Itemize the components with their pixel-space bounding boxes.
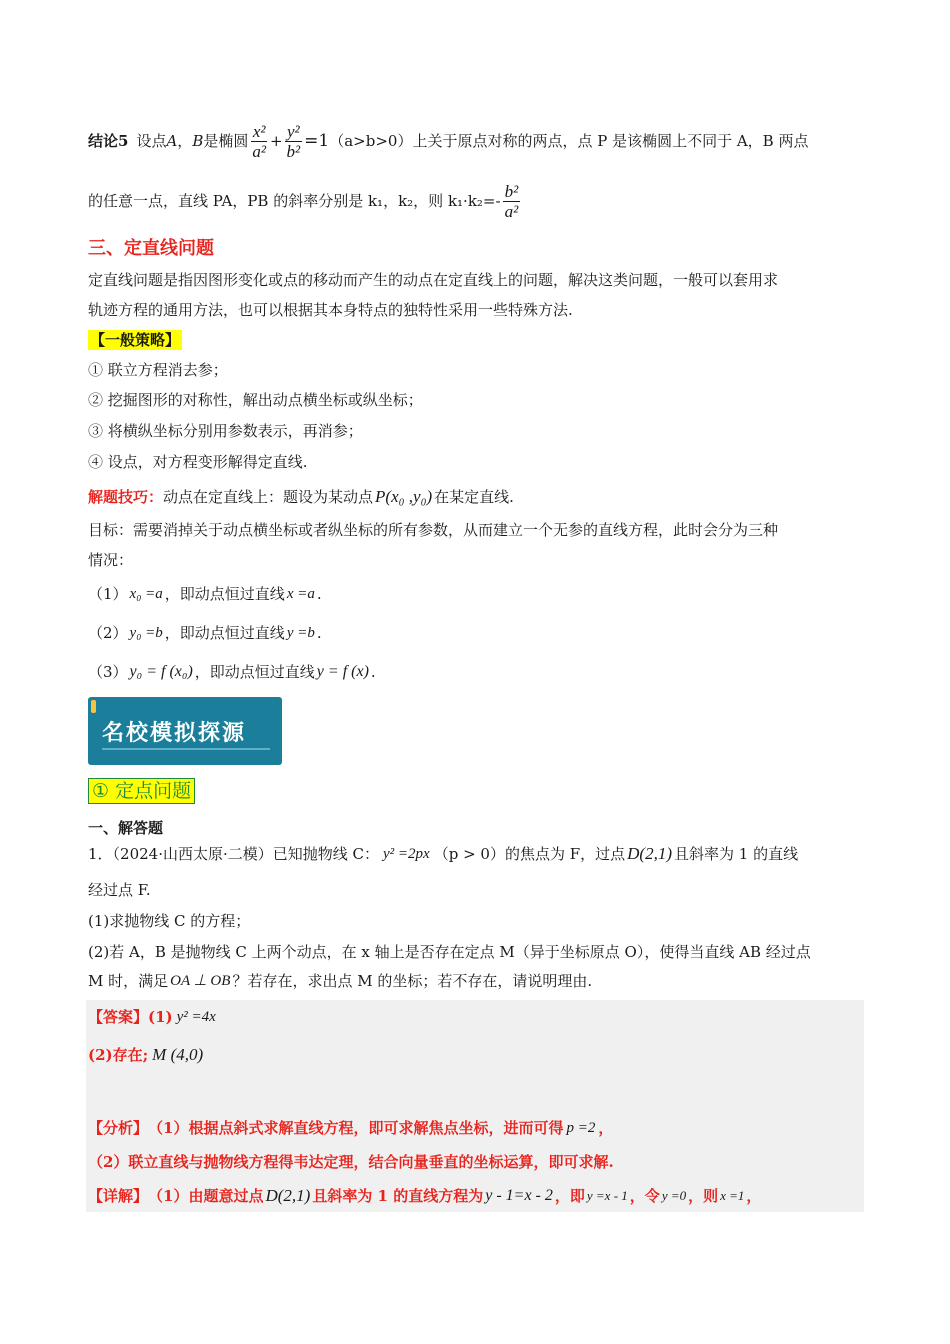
goal-line-2: 情况： <box>88 551 134 569</box>
conclusion-condition: （a>b>0）上关于原点对称的两点，点 P 是该椭圆上不同于 A，B 两点 <box>329 132 809 150</box>
conclusion-label: 结论5 <box>88 132 129 150</box>
case-number: （1） <box>88 585 128 603</box>
analysis-label: 【分析】 <box>88 1119 149 1137</box>
case-row <box>88 662 376 682</box>
tip-line <box>88 483 514 511</box>
fraction-denominator: a² <box>504 201 519 221</box>
case-row <box>88 623 322 643</box>
case-end: . <box>370 663 376 681</box>
fraction-numerator: y² <box>287 121 300 141</box>
plus-sign: + <box>269 132 283 150</box>
intro-line-2: 轨迹方程的通用方法，也可以根据其本身特点的独特性采用一些特殊方法. <box>88 301 573 319</box>
fraction-denominator: b² <box>286 141 301 161</box>
banner-title: 名校模拟探源 <box>102 721 247 746</box>
intro-line-1: 定直线问题是指因图形变化或点的移动而产生的动点在定直线上的问题，解决这类问题，一般可以套用求 <box>88 271 779 289</box>
banner-underline <box>102 748 270 750</box>
tip-point: P(x₀ ,y₀) <box>375 487 433 506</box>
point-b: B <box>192 132 204 150</box>
detail-equation: y =0 <box>661 1188 687 1203</box>
point-a: A <box>166 132 178 150</box>
question-part-2-line-1: (2)若 A，B 是抛物线 C 上两个动点，在 x 轴上是否存在定点 M（异于坐标原点 O），使得当直线 AB 经过点 <box>88 943 811 961</box>
answer-label: (2)存在; <box>88 1046 149 1064</box>
detail-equation: x =1 <box>720 1188 745 1203</box>
question-text: 1．（2024·山西太原·二模）已知抛物线 C： <box>88 845 380 863</box>
banner-accent-mark <box>91 700 96 713</box>
parabola-equation: y² =2px <box>383 846 430 862</box>
ellipse-y-fraction <box>285 122 303 161</box>
answer-equation: y² =4x <box>176 1009 216 1025</box>
strategy-step: ④ 设点，对方程变形解得定直线. <box>88 453 308 471</box>
fraction-denominator: a² <box>252 141 266 161</box>
detail-equation: y - 1=x - 2 <box>485 1187 553 1204</box>
case-line: x =a <box>286 586 315 602</box>
case-line: y =b <box>286 625 315 641</box>
fraction-numerator: x² <box>252 121 266 141</box>
question-condition: （p > 0） <box>433 845 505 863</box>
answer-point: M (4,0) <box>152 1045 204 1064</box>
analysis-line-2: （2）联立直线与抛物线方程得韦达定理，结合向量垂直的坐标运算，即可求解. <box>88 1153 614 1171</box>
strategy-label: 【一般策略】 <box>90 331 181 349</box>
problem-heading: 一、解答题 <box>88 819 164 837</box>
analysis-text: ， <box>598 1119 614 1137</box>
conclusion-line-1 <box>88 118 808 164</box>
equals-one: =1 <box>304 131 330 151</box>
result-fraction <box>503 182 521 221</box>
detail-label: 【详解】 <box>88 1187 149 1205</box>
section-banner <box>88 697 282 765</box>
point-d: D(2,1) <box>627 844 673 863</box>
case-text: ，即动点恒过直线 <box>164 624 285 642</box>
detail-text: ，即 <box>554 1187 585 1205</box>
answer-line-1 <box>88 1007 216 1027</box>
case-expression: y₀ =b <box>129 625 163 641</box>
analysis-equation: p =2 <box>566 1120 596 1136</box>
detail-text: 且斜率为 1 的直线方程为 <box>312 1187 484 1205</box>
strategy-step: ② 挖掘图形的对称性，解出动点横坐标或纵坐标； <box>88 391 423 409</box>
detail-equation: y =x - 1 <box>586 1188 628 1203</box>
case-row <box>88 584 322 604</box>
question-text: 的焦点为 F，过点 <box>504 845 626 863</box>
analysis-text: （1）根据点斜式求解直线方程，即可求解焦点坐标，进而可得 <box>148 1119 564 1137</box>
answer-label: 【答案】(1) <box>88 1008 173 1026</box>
conclusion-text-mid: 是椭圆 <box>203 132 249 150</box>
comma: ， <box>177 132 193 150</box>
question-line-2: 经过点 F. <box>88 881 151 899</box>
detail-text: ， <box>746 1187 762 1205</box>
topic-label: ① 定点问题 <box>88 778 195 804</box>
question-text: 且斜率为 1 的直线 <box>674 845 799 863</box>
answer-line-2 <box>88 1045 203 1065</box>
answer-block <box>86 1000 864 1212</box>
detail-line <box>88 1183 761 1209</box>
case-number: （3） <box>88 663 128 681</box>
section-title: 三、定直线问题 <box>88 238 214 259</box>
conclusion-text-pre: 设点 <box>136 132 167 150</box>
case-number: （2） <box>88 624 128 642</box>
question-text: M 时，满足 <box>88 972 169 990</box>
case-line: y = f (x) <box>316 663 369 680</box>
case-end: . <box>316 624 322 642</box>
detail-text: ，令 <box>629 1187 660 1205</box>
ellipse-x-fraction <box>250 122 268 161</box>
fraction-numerator: b² <box>504 181 519 201</box>
case-expression: x₀ =a <box>129 586 163 602</box>
question-text: ？若存在，求出点 M 的坐标；若不存在，请说明理由. <box>232 972 593 990</box>
question-line-1 <box>88 841 798 867</box>
tip-text: 动点在定直线上：题设为某动点 <box>163 488 374 506</box>
case-text: ，即动点恒过直线 <box>194 663 315 681</box>
perpendicular-condition: OA ⊥ OB <box>170 973 231 989</box>
strategy-step: ③ 将横纵坐标分别用参数表示，再消参； <box>88 422 363 440</box>
detail-text: ，则 <box>688 1187 719 1205</box>
strategy-step: ① 联立方程消去参； <box>88 361 228 379</box>
tip-tail: 在某定直线. <box>434 488 514 506</box>
case-end: . <box>316 585 322 603</box>
question-part-1: (1)求抛物线 C 的方程； <box>88 912 251 930</box>
goal-line-1: 目标：需要消掉关于动点横坐标或者纵坐标的所有参数，从而建立一个无参的直线方程，此时会分为三种 <box>88 521 779 539</box>
analysis-line-1 <box>88 1118 613 1138</box>
question-part-2-line-2 <box>88 971 592 991</box>
point-d: D(2,1) <box>265 1186 311 1205</box>
conclusion-line2-text: 的任意一点，直线 PA，PB 的斜率分别是 k₁，k₂，则 k₁·k₂=- <box>88 192 501 210</box>
tip-label: 解题技巧： <box>88 488 164 506</box>
conclusion-line-2 <box>88 178 522 224</box>
detail-text: （1）由题意过点 <box>148 1187 264 1205</box>
case-text: ，即动点恒过直线 <box>164 585 285 603</box>
case-expression: y₀ = f (x₀) <box>129 663 193 680</box>
